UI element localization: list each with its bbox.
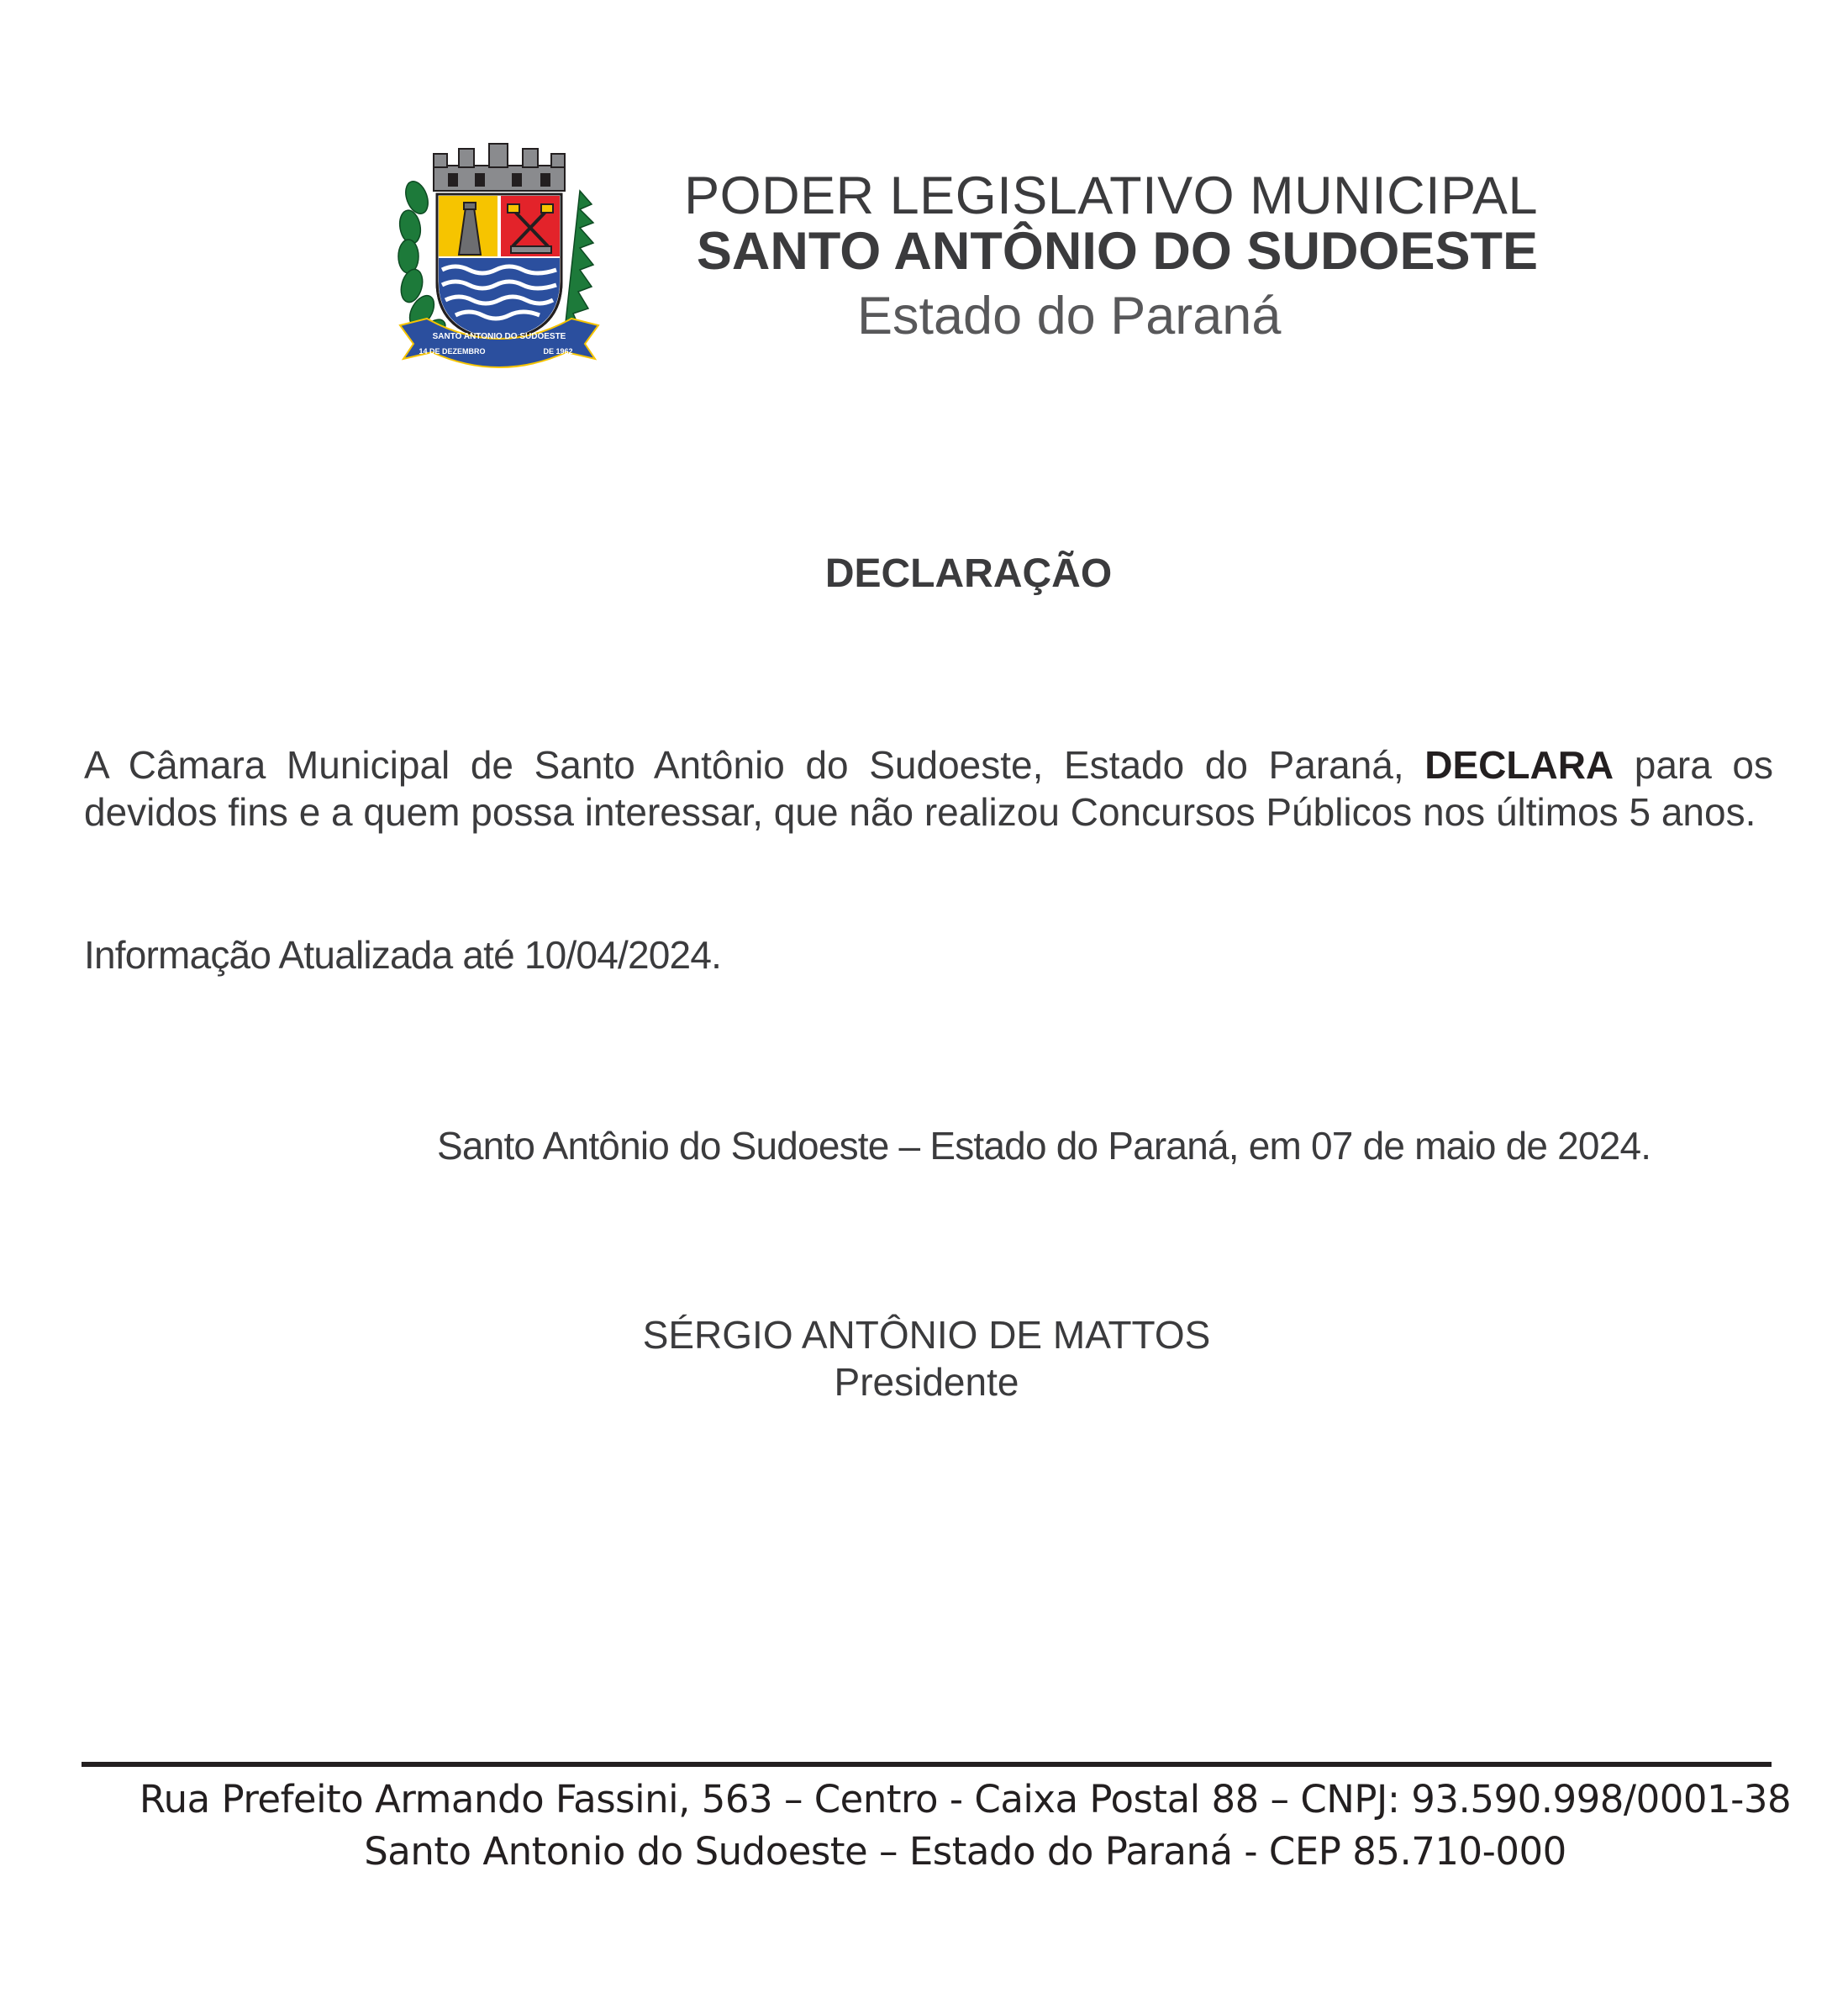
header-institution: PODER LEGISLATIVO MUNICIPAL: [684, 166, 1538, 225]
footer-line-city: Santo Antonio do Sudoeste – Estado do Paraná - CEP 85.710-000: [364, 1829, 1566, 1874]
palm-right-icon: [565, 191, 593, 330]
header-state: Estado do Paraná: [857, 287, 1282, 345]
ribbon-left-text: 14 DE DEZEMBRO: [419, 347, 486, 356]
header-municipality: SANTO ANTÔNIO DO SUDOESTE: [696, 222, 1538, 281]
municipal-crest-logo: [393, 139, 605, 372]
letterhead: [647, 168, 1538, 279]
document-title-wrapper: [0, 551, 1848, 597]
paragraph-start: A Câmara Municipal de Santo Antônio do Sudoeste, Estado do Paraná,: [84, 743, 1425, 787]
declaration-paragraph: [84, 741, 1773, 836]
paragraph-bold-keyword: DECLARA: [1424, 743, 1614, 787]
footer-address: [0, 1774, 1848, 1878]
info-updated-line: Informação Atualizada até 10/04/2024.: [84, 933, 722, 977]
ribbon-top-text: SANTO ANTONIO DO SUDOESTE: [432, 332, 566, 341]
paragraph-end: para os devidos fins e a quem possa interessar, que não realizou Concursos Públicos nos últimos 5 anos.: [84, 743, 1773, 834]
signature-block: [0, 1311, 1848, 1405]
place-date-line: Santo Antônio do Sudoeste – Estado do Paraná, em 07 de maio de 2024.: [437, 1124, 1651, 1168]
ribbon-right-text: DE 1962: [543, 347, 573, 356]
signer-role: Presidente: [834, 1360, 1019, 1404]
mural-crown-icon: [434, 144, 565, 191]
footer-divider: [82, 1762, 1772, 1767]
footer-line-address: Rua Prefeito Armando Fassini, 563 – Centro - Caixa Postal 88 – CNPJ: 93.590.998/0001-38: [139, 1777, 1792, 1822]
shield-icon: [437, 194, 561, 340]
signer-name: SÉRGIO ANTÔNIO DE MATTOS: [642, 1313, 1211, 1357]
document-title: DECLARAÇÃO: [824, 551, 1113, 596]
